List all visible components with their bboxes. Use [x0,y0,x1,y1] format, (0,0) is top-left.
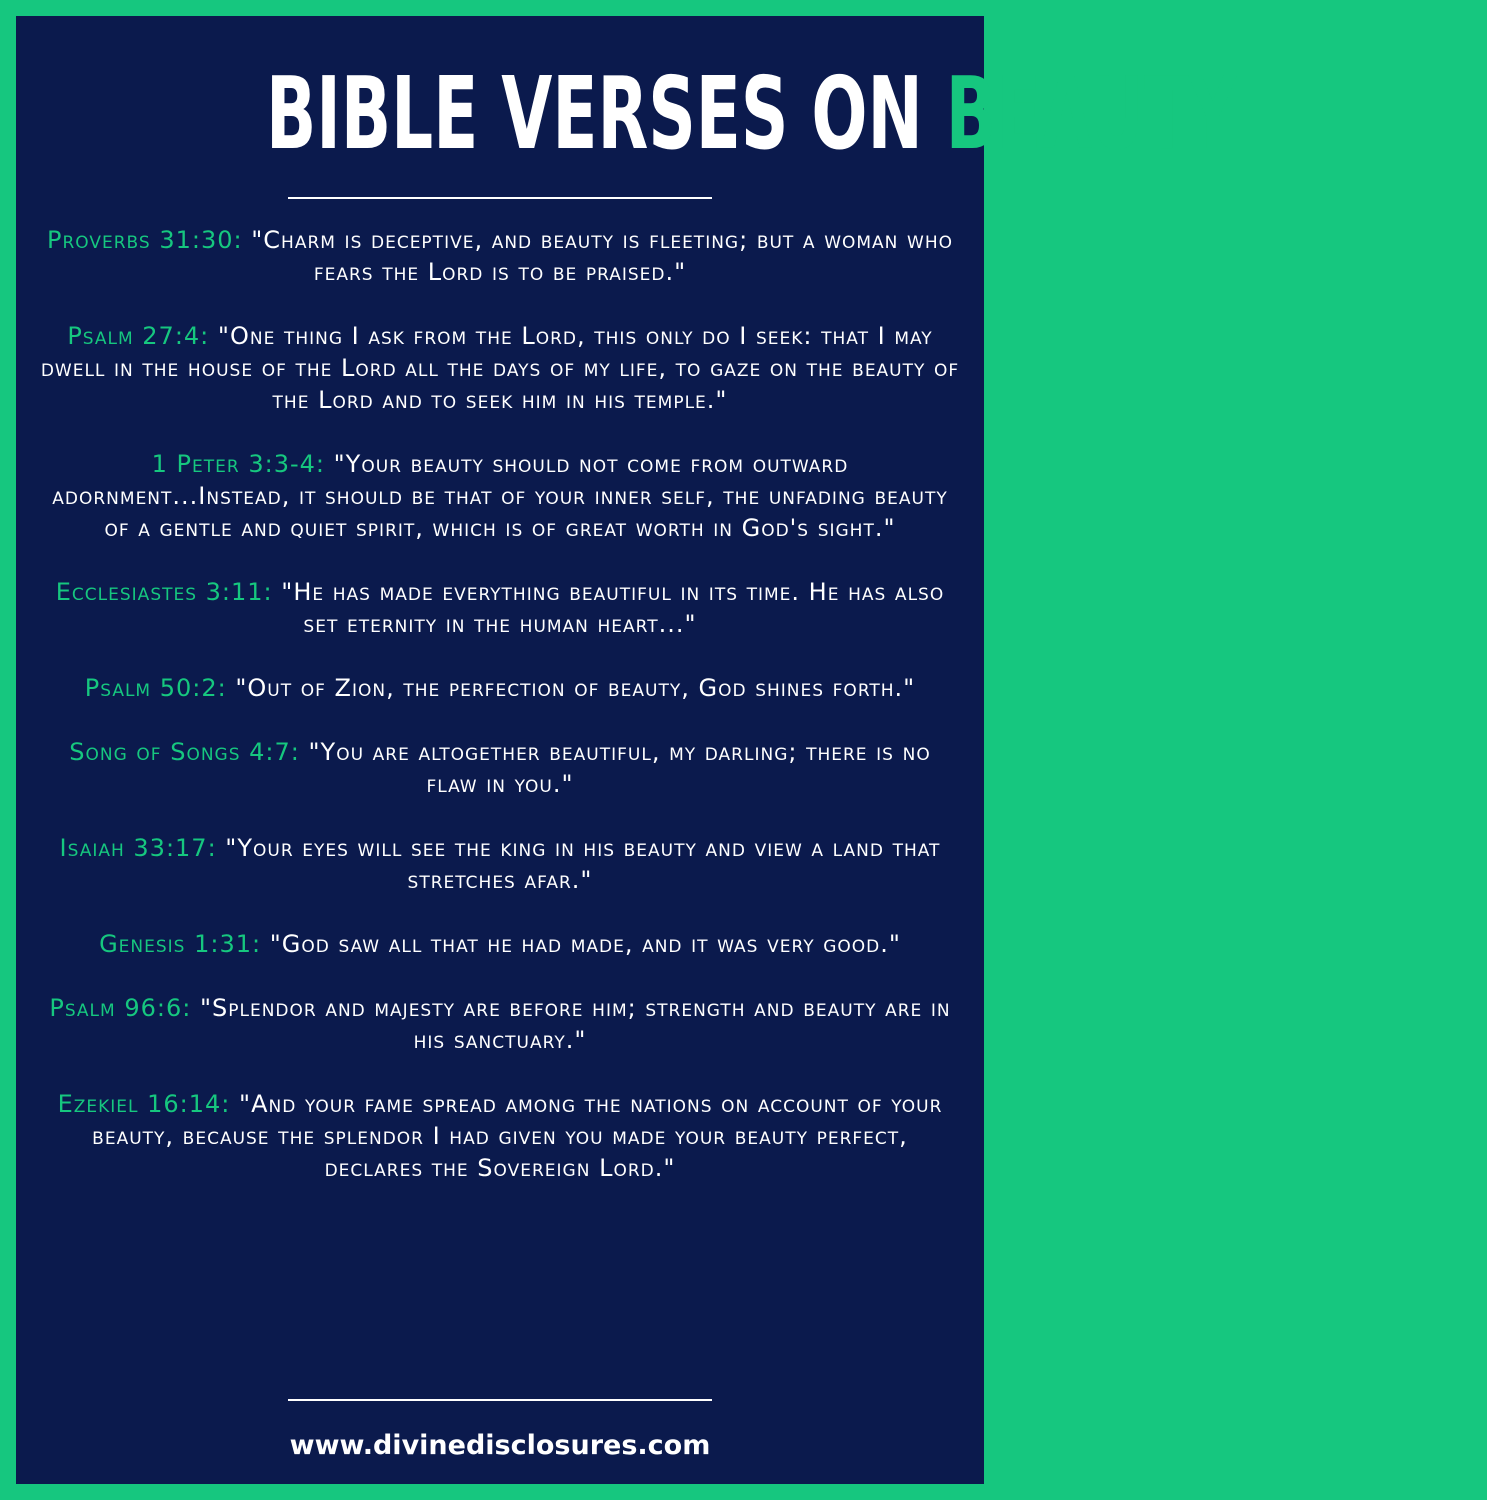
verse-text: "Charm is deceptive, and beauty is fleeting; but a woman who fears the Lord is to be praised." [251,226,953,286]
poster-frame [16,16,1237,1484]
bottom-divider [288,1399,712,1401]
top-divider [288,197,712,199]
verse-item [40,320,960,416]
verse-reference: Psalm 27:4: [67,322,210,350]
verse-reference: Proverbs 31:30: [47,226,243,254]
verse-list [40,224,960,1216]
verse-text: "Splendor and majesty are before him; strength and beauty are in his sanctuary." [199,994,951,1054]
verse-item [40,224,960,288]
verse-text: "Out of Zion, the perfection of beauty, God shines forth." [235,674,916,702]
verse-item [40,672,960,704]
title-highlight: BEAUTY [945,55,1237,172]
verse-reference: Psalm 96:6: [49,994,192,1022]
verse-item [40,1088,960,1184]
website-link[interactable]: www.divinedisclosures.com [289,1430,711,1461]
page-title [16,44,1237,184]
verse-reference: Song of Songs 4:7: [69,738,300,766]
verse-text: "He has made everything beautiful in its time. He has also set eternity in the human heart..." [281,578,945,638]
verse-reference: Isaiah 33:17: [59,834,217,862]
verse-item [40,928,960,960]
verse-reference: 1 Peter 3:3-4: [151,450,325,478]
verse-reference: Genesis 1:31: [99,930,262,958]
verse-text: "You are altogether beautiful, my darling; there is no flaw in you." [308,738,931,798]
title-main: BIBLE VERSES ON [265,55,946,172]
verse-text: "Your beauty should not come from outward adornment...Instead, it should be that of your inner self, the unfading beauty of a gentle and quiet spirit, which is of great worth in God's sight." [52,450,948,542]
verse-reference: Psalm 50:2: [84,674,227,702]
verse-item [40,992,960,1056]
verse-item [40,448,960,544]
verse-text: "One thing I ask from the Lord, this only do I seek: that I may dwell in the house of the Lord all the days of my life, to gaze on the beauty of the Lord and to seek him in his temple." [40,322,960,414]
verse-item [40,736,960,800]
verse-item [40,832,960,896]
title-text [266,44,1237,184]
verse-text: "Your eyes will see the king in his beauty and view a land that stretches afar." [225,834,941,894]
verse-item [40,576,960,640]
verse-text: "And your fame spread among the nations on account of your beauty, because the splendor I had given you made your beauty perfect, declares the Sovereign Lord." [92,1090,943,1182]
verse-text: "God saw all that he had made, and it was very good." [269,930,901,958]
verse-reference: Ecclesiastes 3:11: [55,578,273,606]
verse-reference: Ezekiel 16:14: [57,1090,231,1118]
